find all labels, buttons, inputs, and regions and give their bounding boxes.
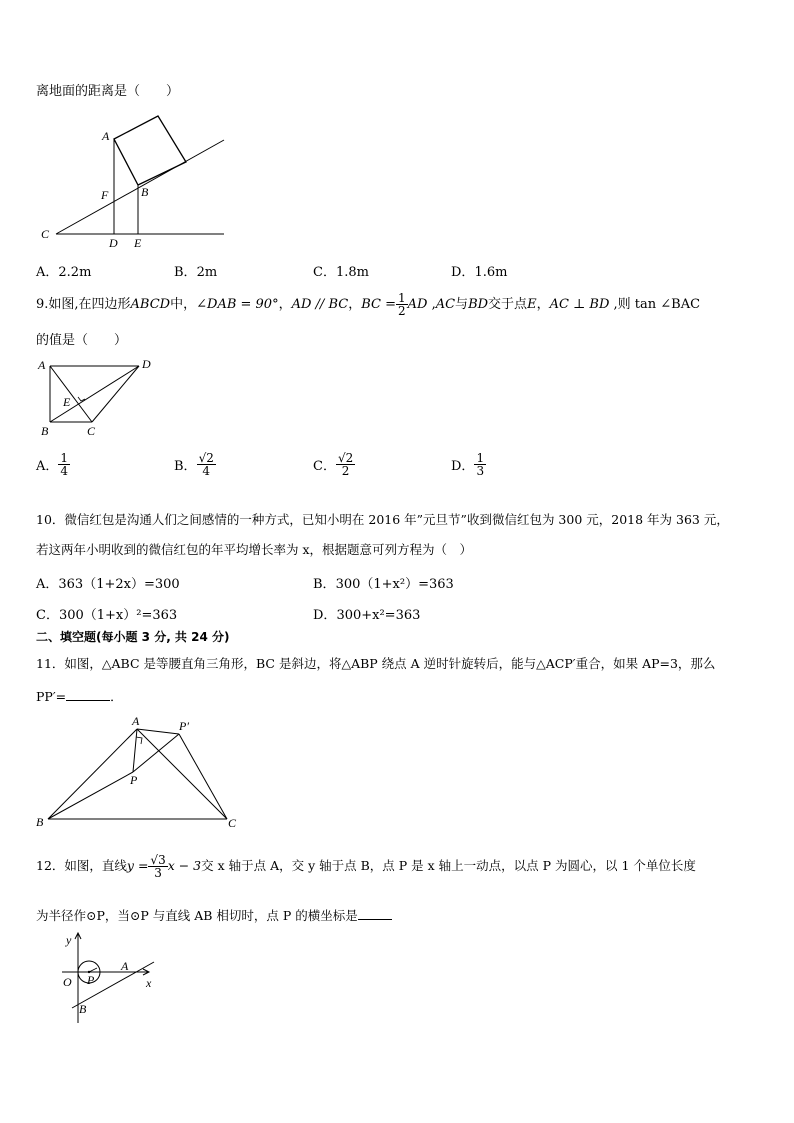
q8-option-c[interactable]: C．1.8m xyxy=(313,265,369,280)
q12-figure xyxy=(58,928,168,1023)
q12-stem-line2: 为半径作⊙P，当⊙P 与直线 AB 相切时，点 P 的横坐标是 xyxy=(36,907,392,923)
q12-label-x: x xyxy=(146,976,152,990)
q10-option-a[interactable]: A．363（1+2x）=300 xyxy=(36,577,180,592)
q8-label-a: A xyxy=(102,129,110,143)
q8-label-e: E xyxy=(134,236,142,250)
q9-option-d[interactable]: D． $\frac{1}{3}$ xyxy=(451,451,485,478)
q12-label-a: A xyxy=(121,959,129,973)
q9-label-e: E xyxy=(63,395,71,409)
q10-option-c[interactable]: C．300（1+x）²=363 xyxy=(36,608,178,623)
q9-label-b: B xyxy=(41,424,49,438)
q12-label-p: P xyxy=(87,973,95,987)
section-heading: 二、填空题(每小题 3 分, 共 24 分) xyxy=(36,630,230,644)
q12-label-b: B xyxy=(79,1002,87,1016)
q11-stem-line2: PP′= ． xyxy=(36,689,123,704)
q9-label-c: C xyxy=(87,424,96,438)
q12-label-y: y xyxy=(66,933,72,947)
q11-label-b: B xyxy=(36,815,44,829)
q8-label-d: D xyxy=(109,236,118,250)
q9-figure xyxy=(36,352,161,442)
q9-label-a: A xyxy=(38,358,46,372)
q9-option-a[interactable]: A． $\frac{1}{4}$ xyxy=(36,451,69,478)
q8-label-f: F xyxy=(101,188,109,202)
q12-label-o: O xyxy=(63,975,72,989)
q11-label-a: A xyxy=(132,714,140,728)
q9-stem-line1: 9.如图,在四边形ABCD中，∠DAB = 90°，AD // BC，BC = $\frac{1}{2}$ AD ,AC与BD交于点E，AC ⊥ BD ,则 tan ∠BAC xyxy=(36,291,701,318)
q8-label-b: B xyxy=(141,185,149,199)
q8-option-d[interactable]: D．1.6m xyxy=(451,265,508,280)
q9-option-b[interactable]: B． $\frac{√2}{4}$ xyxy=(174,451,214,478)
q10-stem-line1: 10．微信红包是沟通人们之间感情的一种方式，已知小明在 2016 年”元旦节”收到微信红包为 300 元，2018 年为 363 元， xyxy=(36,512,729,527)
q11-label-pprime: P′ xyxy=(179,719,189,733)
q11-answer-blank[interactable] xyxy=(66,688,110,701)
q9-stem-line2: 的值是（ ） xyxy=(36,333,128,348)
q9-label-d: D xyxy=(142,357,151,371)
q8-continuation: 离地面的距离是（ ） xyxy=(36,84,180,99)
q9-option-c[interactable]: C． $\frac{√2}{2}$ xyxy=(313,451,354,478)
q11-stem-line1: 11．如图，△ABC 是等腰直角三角形，BC 是斜边，将△ABP 绕点 A 逆时针旋转后，能与△ACP′重合，如果 AP=3，那么 xyxy=(36,656,716,671)
q8-label-c: C xyxy=(41,227,50,241)
q11-figure xyxy=(34,712,244,832)
q10-option-b[interactable]: B．300（1+x²）=363 xyxy=(313,577,454,592)
q11-label-p: P xyxy=(130,773,138,787)
q12-answer-blank[interactable] xyxy=(358,907,392,920)
q10-option-d[interactable]: D．300+x²=363 xyxy=(313,608,421,623)
q10-stem-line2: 若这两年小明收到的微信红包的年平均增长率为 x，根据题意可列方程为（ ） xyxy=(36,542,473,557)
q8-option-a[interactable]: A．2.2m xyxy=(36,265,92,280)
q8-option-b[interactable]: B．2m xyxy=(174,265,218,280)
q8-figure xyxy=(36,108,236,253)
q11-label-c: C xyxy=(228,816,237,830)
q12-stem-line1: 12．如图，直线y = $\frac{√3}{3}$ x − 3交 x 轴于点 A，交 y 轴于点 B，点 P 是 x 轴上一动点，以点 P 为圆心，以 1 个单位长度 xyxy=(36,853,696,880)
